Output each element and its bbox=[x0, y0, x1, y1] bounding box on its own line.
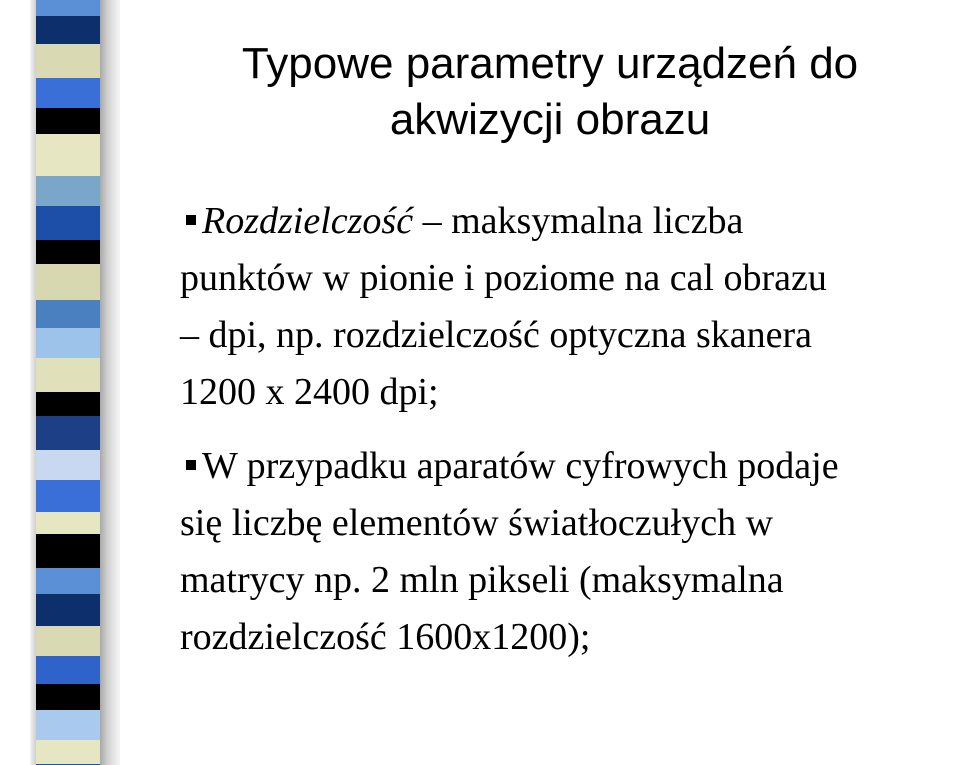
decorative-stripe bbox=[36, 264, 100, 300]
decorative-stripe bbox=[36, 206, 100, 240]
bullet-line: rozdzielczość 1600x1200); bbox=[180, 616, 591, 658]
decorative-stripe bbox=[36, 480, 100, 512]
bullet-line: punktów w pionie i poziome na cal obrazu bbox=[180, 257, 827, 299]
decorative-stripe bbox=[36, 16, 100, 44]
decorative-stripe bbox=[36, 44, 100, 78]
decorative-stripe bbox=[36, 328, 100, 358]
bullet-line bbox=[180, 438, 960, 495]
title-line-2: akwizycji obrazu bbox=[389, 95, 711, 144]
square-bullet-icon bbox=[186, 460, 196, 470]
decorative-stripe bbox=[36, 626, 100, 656]
decorative-stripe bbox=[36, 0, 100, 16]
decorative-stripe bbox=[36, 416, 100, 450]
decorative-stripe bbox=[36, 710, 100, 740]
decorative-stripe bbox=[36, 240, 100, 264]
title-line-1: Typowe parametry urządzeń do bbox=[241, 39, 859, 88]
bullet-line bbox=[180, 193, 960, 250]
decorative-stripe bbox=[36, 568, 100, 594]
decorative-stripe bbox=[36, 450, 100, 480]
bullet-line: 1200 x 2400 dpi; bbox=[180, 371, 439, 413]
bullet-text: – maksymalna liczba bbox=[413, 200, 744, 242]
bullet-line: – dpi, np. rozdzielczość optyczna skanera bbox=[180, 314, 813, 356]
decorative-stripe bbox=[36, 108, 100, 134]
decorative-stripe bbox=[36, 534, 100, 568]
decorative-stripe bbox=[36, 176, 100, 206]
decorative-stripe bbox=[36, 134, 100, 176]
decorative-stripe bbox=[36, 594, 100, 626]
bullet-text: W przypadku aparatów cyfrowych podaje bbox=[202, 445, 839, 487]
decorative-stripe bbox=[36, 300, 100, 328]
decorative-stripe bbox=[36, 512, 100, 534]
decorative-stripe bbox=[36, 358, 100, 392]
decorative-bar-shadow bbox=[100, 0, 120, 765]
decorative-stripe bbox=[36, 392, 100, 416]
bullet-digital-cameras bbox=[180, 438, 960, 666]
square-bullet-icon bbox=[186, 215, 196, 225]
decorative-striped-bar bbox=[36, 0, 100, 765]
bullet-line: matrycy np. 2 mln pikseli (maksymalna bbox=[180, 559, 784, 601]
slide-title bbox=[140, 36, 960, 148]
bullet-line: się liczbę elementów światłoczułych w bbox=[180, 502, 774, 544]
bullet-resolution bbox=[180, 193, 960, 421]
decorative-stripe bbox=[36, 684, 100, 710]
decorative-stripe bbox=[36, 740, 100, 764]
decorative-stripe bbox=[36, 656, 100, 684]
term-resolution: Rozdzielczość bbox=[202, 200, 414, 242]
decorative-stripe bbox=[36, 78, 100, 108]
